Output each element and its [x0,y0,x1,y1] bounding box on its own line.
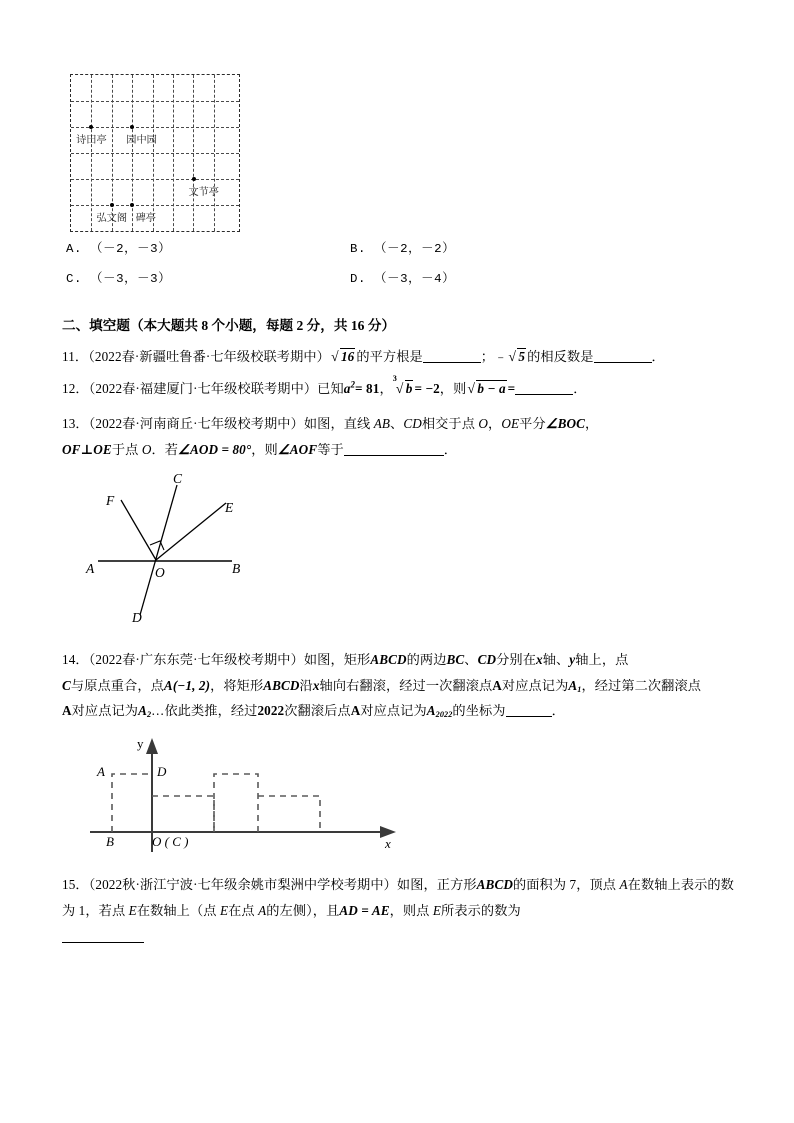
option-a-key: A. [66,242,83,256]
q12-text-d: = [507,380,516,396]
q12-exponent: 2 [350,379,356,390]
q13-text-a: 如图，直线 [303,416,371,432]
q13-text-e: 平分 [519,416,546,432]
q13-text-j: 等于 [317,442,344,458]
option-d-text: （－3，－4） [374,272,456,286]
q15-text-g: ，则点 [389,902,430,918]
q11-blank-1[interactable] [423,362,481,363]
q14-source: （2022春·广东东莞·七年级校考期中） [88,651,304,667]
q13-source: （2022春·河南商丘·七年级校考期中） [88,416,304,432]
option-a-text: （－2，－3） [90,242,172,256]
question10-options [62,238,734,298]
q13-text-d: ， [488,416,502,432]
q14-text-d: 分别在 [496,651,536,667]
q14-text-o: 次翻滚后点 [284,703,351,719]
q15-source: （2022秋·浙江宁波·七年级余姚市梨洲中学校考期中） [88,877,397,893]
coord-label-o-c: O ( C ) [152,834,189,850]
q13-text-i: ，则 [251,442,278,458]
geo-label-f: F [106,492,115,508]
q14-text-f: 轴上，点 [575,651,629,667]
q14-side-bc: BC [446,651,465,667]
q14-point-a-up-3: A [350,703,361,719]
question10-grid-figure [70,74,240,232]
q13-text-f: ， [585,416,599,432]
coord-label-d: D [157,764,167,780]
q12-var-a: a [343,380,351,396]
grid-hline [71,179,239,180]
option-a[interactable] [66,238,171,256]
grid-label-yuanzhongyuan: 园中园 [126,134,157,146]
option-b-key: B. [350,242,367,256]
question-12 [62,373,734,402]
q14-a-sub3: A [426,703,436,719]
q14-blank[interactable] [506,716,552,717]
q15-text-c: 在数轴上表示的数为 1，若点 [62,877,734,918]
grid-label-wenjieting: 文节亭 [188,186,219,198]
q15-number: 15． [62,877,89,893]
q12-text-e: ． [573,380,587,396]
q14-text-j: 轴向右翻滚，经过一次翻滚点 [319,677,493,693]
q12-blank[interactable] [515,394,573,395]
question-15-blank-line [62,924,734,950]
q14-rect-abcd-2: ABCD [263,677,300,693]
q15-text-a: 如图，正方形 [396,877,477,893]
question-14-cont1 [62,673,734,699]
q13-number: 13． [62,416,89,432]
q13-text-h: ．若 [151,442,179,458]
geo-label-a: A [86,560,95,576]
rect-roll-2 [214,774,258,832]
q15-point-a-2: A [258,902,267,918]
q12-text-a: 已知 [317,380,344,396]
q14-text-n: …依此类推，经过 [151,703,258,719]
q13-angle-aod: ∠AOD = 80° [178,442,252,458]
q11-text-b: ； [480,349,495,364]
grid-point-marker [130,203,134,207]
grid-point-marker [89,125,93,129]
q14-text-i: 沿 [299,677,313,693]
q15-eq-ad-ae: AD = AE [339,902,390,918]
q14-number: 14． [62,651,89,667]
q15-square-abcd: ABCD [476,877,513,893]
q11-text-c: 的相反数是 [527,349,594,364]
q12-eq-81: = 81 [355,380,380,396]
geo-label-o: O [155,564,165,580]
q14-text-q: 的坐标为 [452,703,506,719]
geo-label-e: E [225,499,234,515]
q14-a-sub2-index: 2 [146,710,152,720]
q11-neg: ﹣ [494,349,508,364]
grid-label-beiting: 碑亭 [135,212,156,224]
q12-number: 12． [62,380,89,396]
coord-label-x: x [385,836,391,852]
geo-label-d: D [132,609,142,625]
option-c-text: （－3，－3） [90,272,172,286]
q13-point-o-2: O [141,442,152,458]
page-content [62,60,734,949]
question-15 [62,872,734,923]
rect-roll-1 [152,796,214,832]
q11-text-a: 的平方根是 [356,349,423,364]
q12-text-c: ，则 [439,380,467,396]
q12-cbrt-value: = −2 [414,380,440,396]
question-13 [62,411,734,437]
q12-text-b: ， [379,380,393,396]
q15-text-e: 在点 [228,902,255,918]
q14-axis-y: y [569,651,576,667]
question13-geometry-figure [72,470,312,633]
coord-label-a: A [97,764,105,780]
q15-vertex-a: A [619,877,628,893]
q15-text-f: 的左侧），且 [266,902,340,918]
grid-point-marker [110,203,114,207]
q15-point-e: E [128,902,137,918]
geo-label-b: B [232,560,241,576]
q15-point-e-3: E [432,902,442,918]
option-d[interactable] [350,268,455,286]
q14-text-r: ． [551,703,565,719]
grid-hline [71,101,239,102]
question-14-cont2 [62,698,734,724]
q14-point-a-coord: A(−1, 2) [163,677,211,693]
grid-hline [71,205,239,206]
q12-sqrt-b-minus-a: √ b − a [467,376,506,402]
q14-axis-x: x [536,651,543,667]
geo-label-c: C [173,470,183,486]
q14-text-g: 与原点重合，点 [70,677,164,693]
q15-text-d: 在数轴上（点 [136,902,217,918]
q14-text-h: ，将矩形 [210,677,264,693]
q13-point-o: O [478,416,489,432]
q14-a-sub1-index: 1 [577,684,582,694]
q14-text-m: 对应点记为 [71,703,139,719]
q13-blank[interactable] [344,455,444,456]
q14-text-a: 如图，矩形 [303,651,371,667]
q15-point-e-2: E [219,902,229,918]
q13-text-c: 相交于点 [421,416,476,432]
q13-text-b: 、 [390,416,404,432]
question-11 [62,344,734,370]
grid-point-marker [130,125,134,129]
q14-point-c: C [62,677,71,693]
q14-rect-abcd: ABCD [370,651,407,667]
q12-source: （2022春·福建厦门·七年级校联考期中） [88,380,318,396]
q14-point-a-up: A [492,677,502,693]
rect-original [112,774,152,832]
q13-angle-aof: ∠AOF [277,442,318,458]
q14-text-b: 的两边 [406,651,447,667]
q13-text-k: ． [443,442,458,458]
q15-blank[interactable] [62,942,144,943]
q13-line-ab: AB [373,416,391,432]
q12-cbrt-b: √ 3 b [394,376,414,402]
q11-number: 11． [62,349,89,364]
q15-text-h: 所表示的数为 [441,902,521,918]
q14-axis-x-2: x [312,677,320,693]
q13-ray-of: OF [62,442,81,458]
q13-line-cd: CD [403,416,422,432]
q11-sqrt-5: √ 5 [508,344,526,370]
q15-text-b: 的面积为 7，顶点 [512,877,617,893]
q14-a-sub2: A [138,703,147,719]
rect-roll-3 [258,796,320,832]
y-axis-arrow [146,738,158,754]
q13-angle-boc: ∠BOC [545,416,586,432]
q14-text-c: 、 [464,651,478,667]
q13-ray-oe: OE [501,416,520,432]
option-d-key: D. [350,272,367,286]
option-b[interactable] [350,238,455,256]
coordinate-svg [80,734,410,862]
q14-roll-count: 2022 [257,703,285,719]
q13-perp-symbol: ⊥ [80,442,94,458]
option-c[interactable] [66,268,171,286]
q13-ray-oe-2: OE [93,442,112,458]
grid-label-hongwenge: 弘文阁 [96,212,128,224]
q14-text-e: 轴、 [542,651,570,667]
q14-text-k: 对应点记为 [501,677,569,693]
q11-sqrt-16: √ 16 [331,344,355,370]
q14-a-sub3-index: 2022 [435,710,453,720]
grid-hline [71,127,239,128]
ray-of [121,500,156,560]
q14-side-cd: CD [477,651,497,667]
coord-label-y: y [137,736,144,752]
coord-label-b: B [106,834,114,850]
q13-text-g: 于点 [111,442,139,458]
grid-label-shitianting: 诗田亭 [76,134,107,146]
q11-text-d: ． [651,349,665,364]
q11-source: （2022春·新疆吐鲁番·七年级校联考期中） [88,349,330,364]
line-cd [140,485,177,615]
right-angle-marker [150,541,164,550]
grid-hline [71,153,239,154]
question-13-cont [62,437,734,463]
ray-oe [156,503,226,560]
q14-point-a-up-2: A [62,703,72,719]
q14-a-sub1: A [568,677,578,693]
option-b-text: （－2，－2） [374,242,456,256]
question14-coordinate-figure [80,734,410,862]
grid-point-marker [192,177,196,181]
question-14 [62,647,734,673]
option-c-key: C. [66,272,83,286]
q11-blank-2[interactable] [594,362,652,363]
section-2-heading: 二、填空题（本大题共 8 个小题，每题 2 分，共 16 分） [62,318,396,333]
q14-text-p: 对应点记为 [360,703,427,719]
q14-text-l: ，经过第二次翻滚点 [581,677,702,693]
